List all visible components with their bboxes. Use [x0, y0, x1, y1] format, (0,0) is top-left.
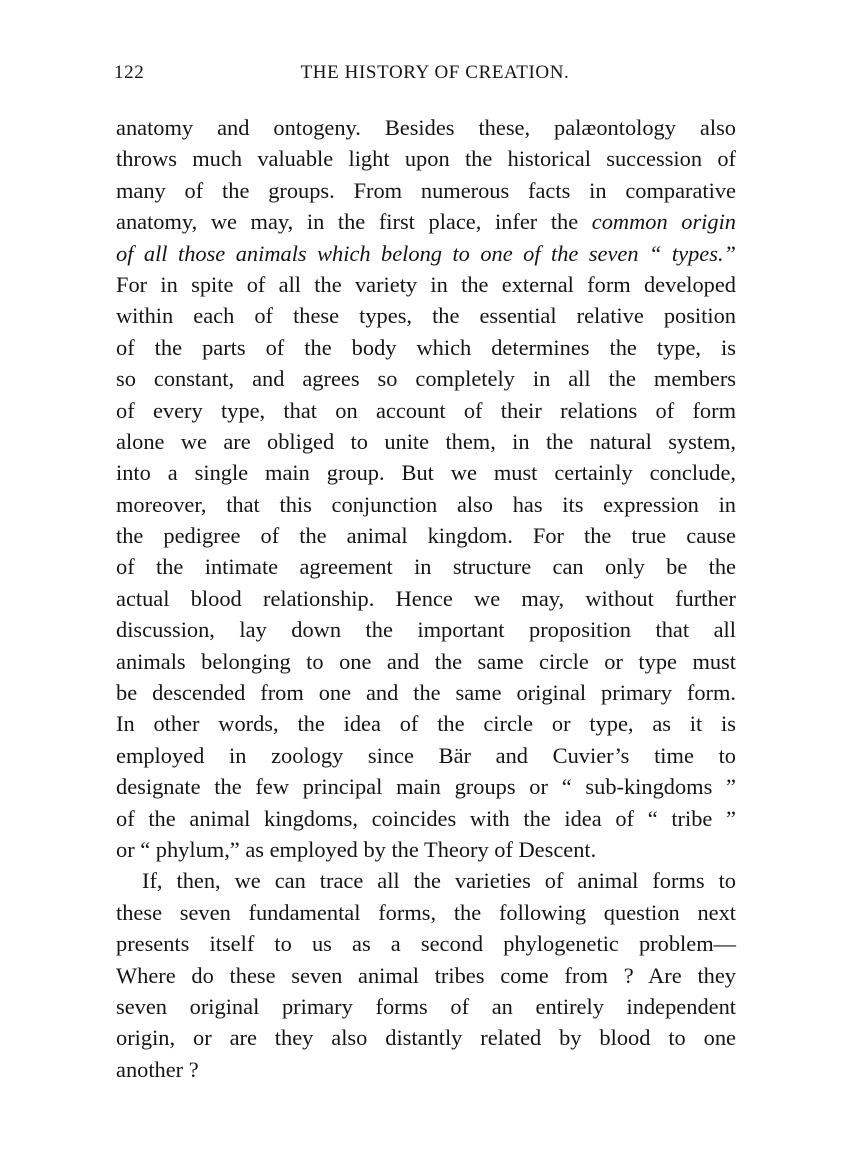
text-line-5: of all those animals which belong to one of the seven “ types.” [116, 240, 736, 266]
text-line-4 [116, 206, 736, 237]
text-line-28: Where do these seven animal tribes come from ? Are they [116, 962, 736, 988]
text-line-22: designate the few principal main groups or “ sub-kingdoms ” [116, 774, 736, 800]
text-line-13: moreover, that this conjunction also has its expression in [116, 491, 736, 517]
text-line-23: of the animal kingdoms, coincides with the idea of “ tribe ” [116, 805, 736, 831]
text-line-9: so constant, and agrees so completely in all the members [116, 366, 736, 392]
text-line-27: presents itself to us as a second phylogenetic problem— [116, 931, 736, 957]
text-line-26: these seven fundamental forms, the following question next [116, 899, 736, 925]
text-line-12: into a single main group. But we must certainly conclude, [116, 460, 736, 486]
text-line-8: of the parts of the body which determines the type, is [116, 334, 736, 360]
body-text [116, 112, 736, 1085]
text-line-20: In other words, the idea of the circle or type, as it is [116, 711, 736, 737]
text-line-19: be descended from one and the same original primary form. [116, 680, 736, 706]
text-line-4-roman: anatomy, we may, in the first place, infer the [116, 209, 592, 235]
text-line-6: For in spite of all the variety in the external form developed [116, 271, 736, 297]
text-line-21: employed in zoology since Bär and Cuvier’s time to [116, 742, 736, 768]
text-line-29: seven original primary forms of an entirely independent [116, 993, 736, 1019]
text-line-14: the pedigree of the animal kingdom. For the true cause [116, 523, 736, 549]
page-number: 122 [114, 62, 145, 83]
text-line-25: If, then, we can trace all the varieties of animal forms to [142, 868, 736, 894]
running-head [114, 62, 736, 88]
text-line-11: alone we are obliged to unite them, in the natural system, [116, 428, 736, 454]
text-line-15: of the intimate agreement in structure can only be the [116, 554, 736, 580]
text-line-24: or “ phylum,” as employed by the Theory of Descent. [116, 836, 597, 862]
text-line-10: of every type, that on account of their relations of form [116, 397, 736, 423]
text-line-31: another ? [116, 1056, 199, 1082]
text-line-2: throws much valuable light upon the historical succession of [116, 146, 736, 172]
running-title: THE HISTORY OF CREATION. [300, 62, 570, 83]
text-line-17: discussion, lay down the important proposition that all [116, 617, 736, 643]
text-line-3: many of the groups. From numerous facts in comparative [116, 177, 736, 203]
text-line-7: within each of these types, the essential relative position [116, 303, 736, 329]
text-line-4-italic: common origin [591, 209, 736, 235]
text-line-16: actual blood relationship. Hence we may, without further [116, 585, 736, 611]
text-line-18: animals belonging to one and the same circle or type must [116, 648, 736, 674]
text-line-1: anatomy and ontogeny. Besides these, palæontology also [116, 115, 736, 140]
text-line-30: origin, or are they also distantly related by blood to one [116, 1025, 736, 1051]
